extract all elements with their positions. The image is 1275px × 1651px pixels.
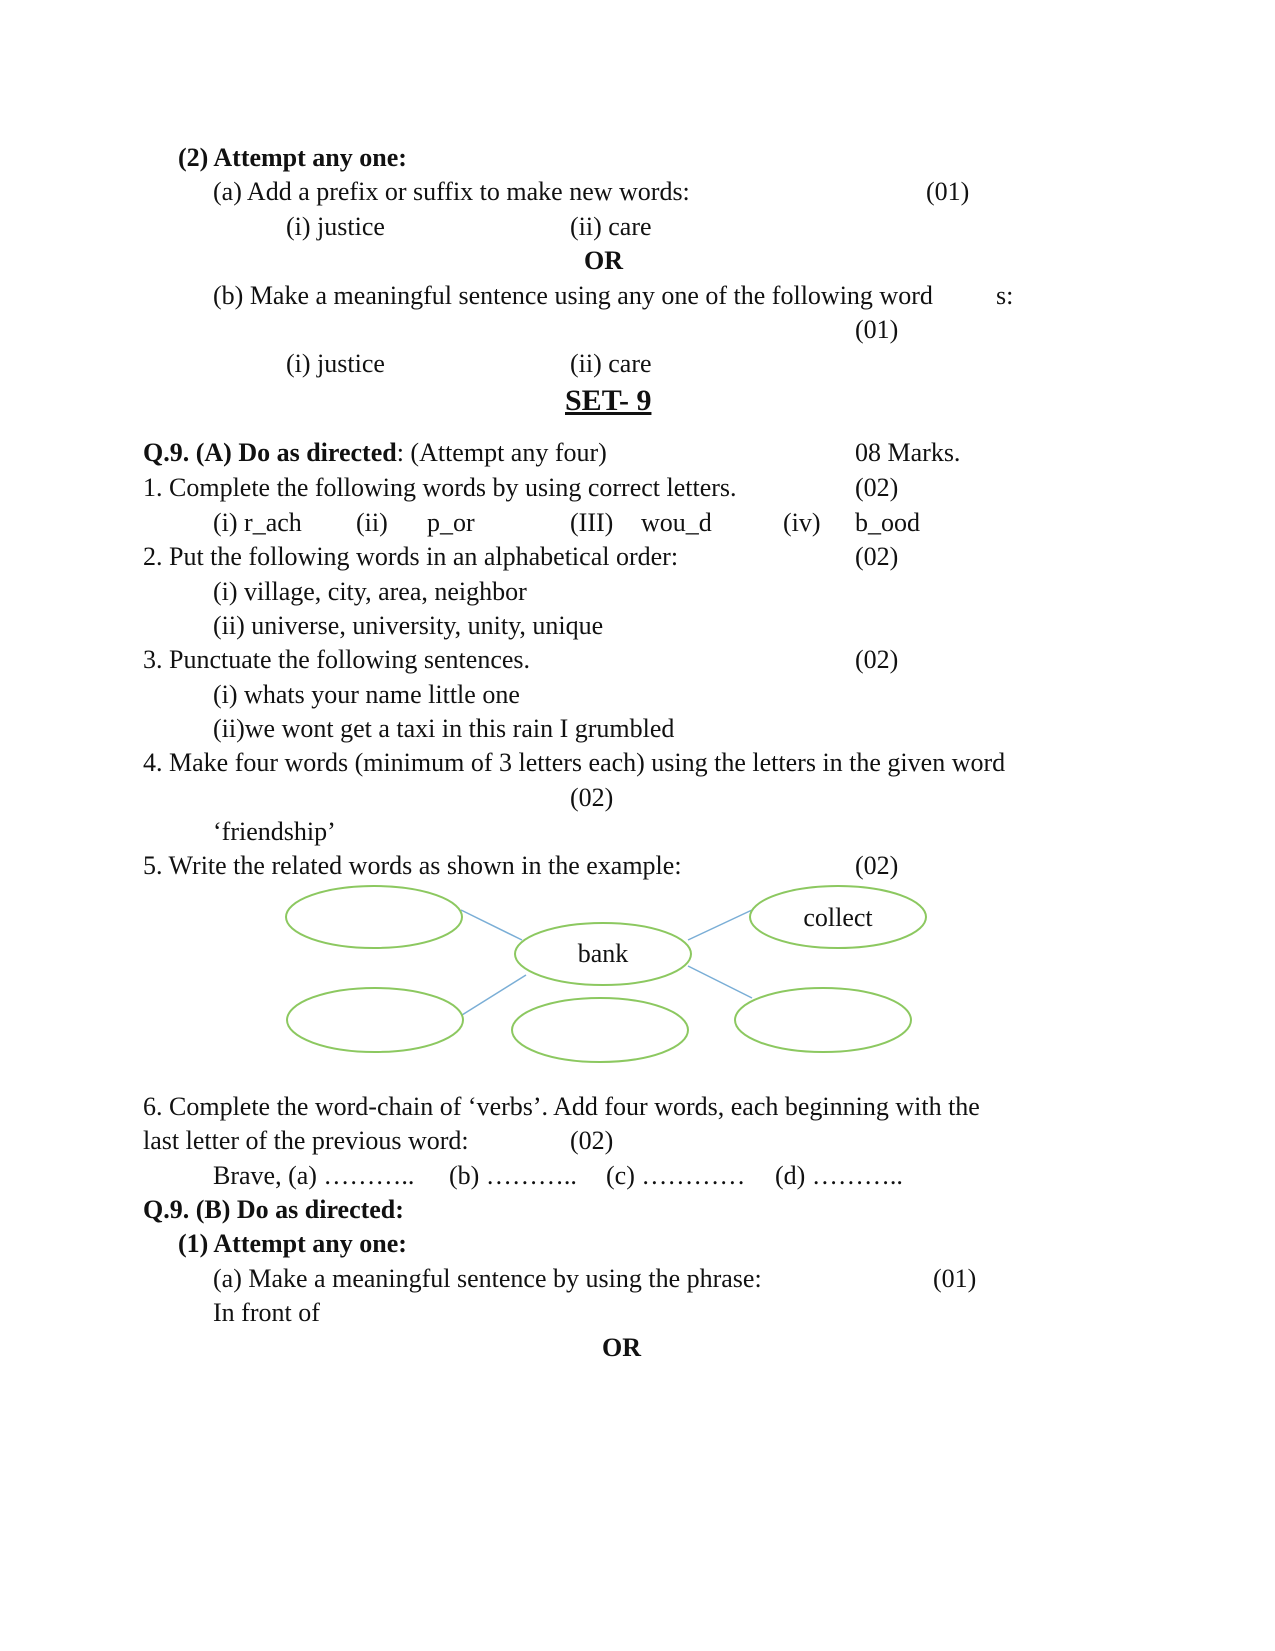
or-separator-bottom: OR — [602, 1333, 641, 1362]
item1-label-4: (iv) — [783, 508, 821, 537]
part2b-question: (b) Make a meaningful sentence using any one of the following word — [213, 281, 933, 310]
center-word: bank — [577, 939, 629, 968]
q9a-label: Q.9. (A) Do as directed — [143, 438, 397, 467]
item1-label-2: (ii) — [356, 508, 388, 537]
q9b-subheading: (1) Attempt any one: — [178, 1229, 407, 1258]
item1-label-3: (III) — [570, 508, 614, 537]
item6-chain-a: Brave, (a) ……….. — [213, 1161, 415, 1190]
q9b-heading: Q.9. (B) Do as directed: — [143, 1195, 404, 1224]
item1-marks: (02) — [855, 473, 899, 502]
part2a-question: (a) Add a prefix or suffix to make new words: — [213, 177, 690, 206]
example-word: collect — [803, 903, 873, 932]
item3-line-1: (i) whats your name little one — [213, 680, 520, 709]
part2-heading: (2) Attempt any one: — [178, 143, 407, 172]
item6-chain-c: (c) ………… — [606, 1161, 746, 1190]
item3-marks: (02) — [855, 645, 899, 674]
empty-oval-bottom-center — [512, 998, 688, 1062]
item1-word-2: p_or — [427, 508, 475, 537]
item3-line-2: (ii)we wont get a taxi in this rain I grumbled — [213, 714, 675, 743]
empty-oval-top-left — [286, 886, 462, 948]
item4-word: ‘friendship’ — [213, 817, 336, 846]
item1-word-4: b_ood — [855, 508, 920, 537]
item2-marks: (02) — [855, 542, 899, 571]
part2a-marks: (01) — [926, 177, 970, 206]
item3-question: 3. Punctuate the following sentences. — [143, 645, 531, 674]
item4-question: 4. Make four words (minimum of 3 letters each) using the letters in the given word — [143, 748, 1006, 777]
item6-chain-b: (b) ……….. — [449, 1161, 577, 1190]
connector-line-bottom-left — [462, 975, 526, 1015]
connector-line-top-right — [688, 910, 752, 940]
part2a-option-2: (ii) care — [570, 212, 652, 241]
q9a-instruction: : (Attempt any four) — [396, 438, 607, 467]
item1-word-3: wou_d — [641, 508, 712, 537]
item2-line-1: (i) village, city, area, neighbor — [213, 577, 527, 606]
q9b-a-phrase: In front of — [213, 1298, 320, 1327]
q9a-marks: 08 Marks. — [855, 438, 961, 467]
item5-marks: (02) — [855, 851, 899, 880]
empty-oval-bottom-left — [287, 988, 463, 1052]
q9b-a-question: (a) Make a meaningful sentence by using the phrase: — [213, 1264, 762, 1293]
item5-question: 5. Write the related words as shown in the example: — [143, 851, 682, 880]
item1-word-1: (i) r_ach — [213, 508, 302, 537]
part2b-option-1: (i) justice — [286, 349, 385, 378]
empty-oval-bottom-right — [735, 988, 911, 1052]
item2-question: 2. Put the following words in an alphabetical order: — [143, 542, 679, 571]
set-title: SET- 9 — [565, 384, 652, 417]
connector-line-bottom-right — [688, 966, 752, 998]
q9b-a-marks: (01) — [933, 1264, 977, 1293]
part2a-option-1: (i) justice — [286, 212, 385, 241]
item1-question: 1. Complete the following words by using correct letters. — [143, 473, 737, 502]
item4-marks: (02) — [570, 783, 614, 812]
item6-question-line-1: 6. Complete the word-chain of ‘verbs’. Add four words, each beginning with the — [143, 1092, 980, 1121]
part2b-question-tail: s: — [996, 281, 1014, 310]
part2b-marks: (01) — [855, 315, 899, 344]
item6-chain-d: (d) ……….. — [775, 1161, 903, 1190]
item6-marks: (02) — [570, 1126, 614, 1155]
connector-line-top-left — [461, 910, 522, 940]
part2b-option-2: (ii) care — [570, 349, 652, 378]
item2-line-2: (ii) universe, university, unity, unique — [213, 611, 604, 640]
or-separator: OR — [584, 246, 623, 275]
item6-question-line-2: last letter of the previous word: — [143, 1126, 469, 1155]
